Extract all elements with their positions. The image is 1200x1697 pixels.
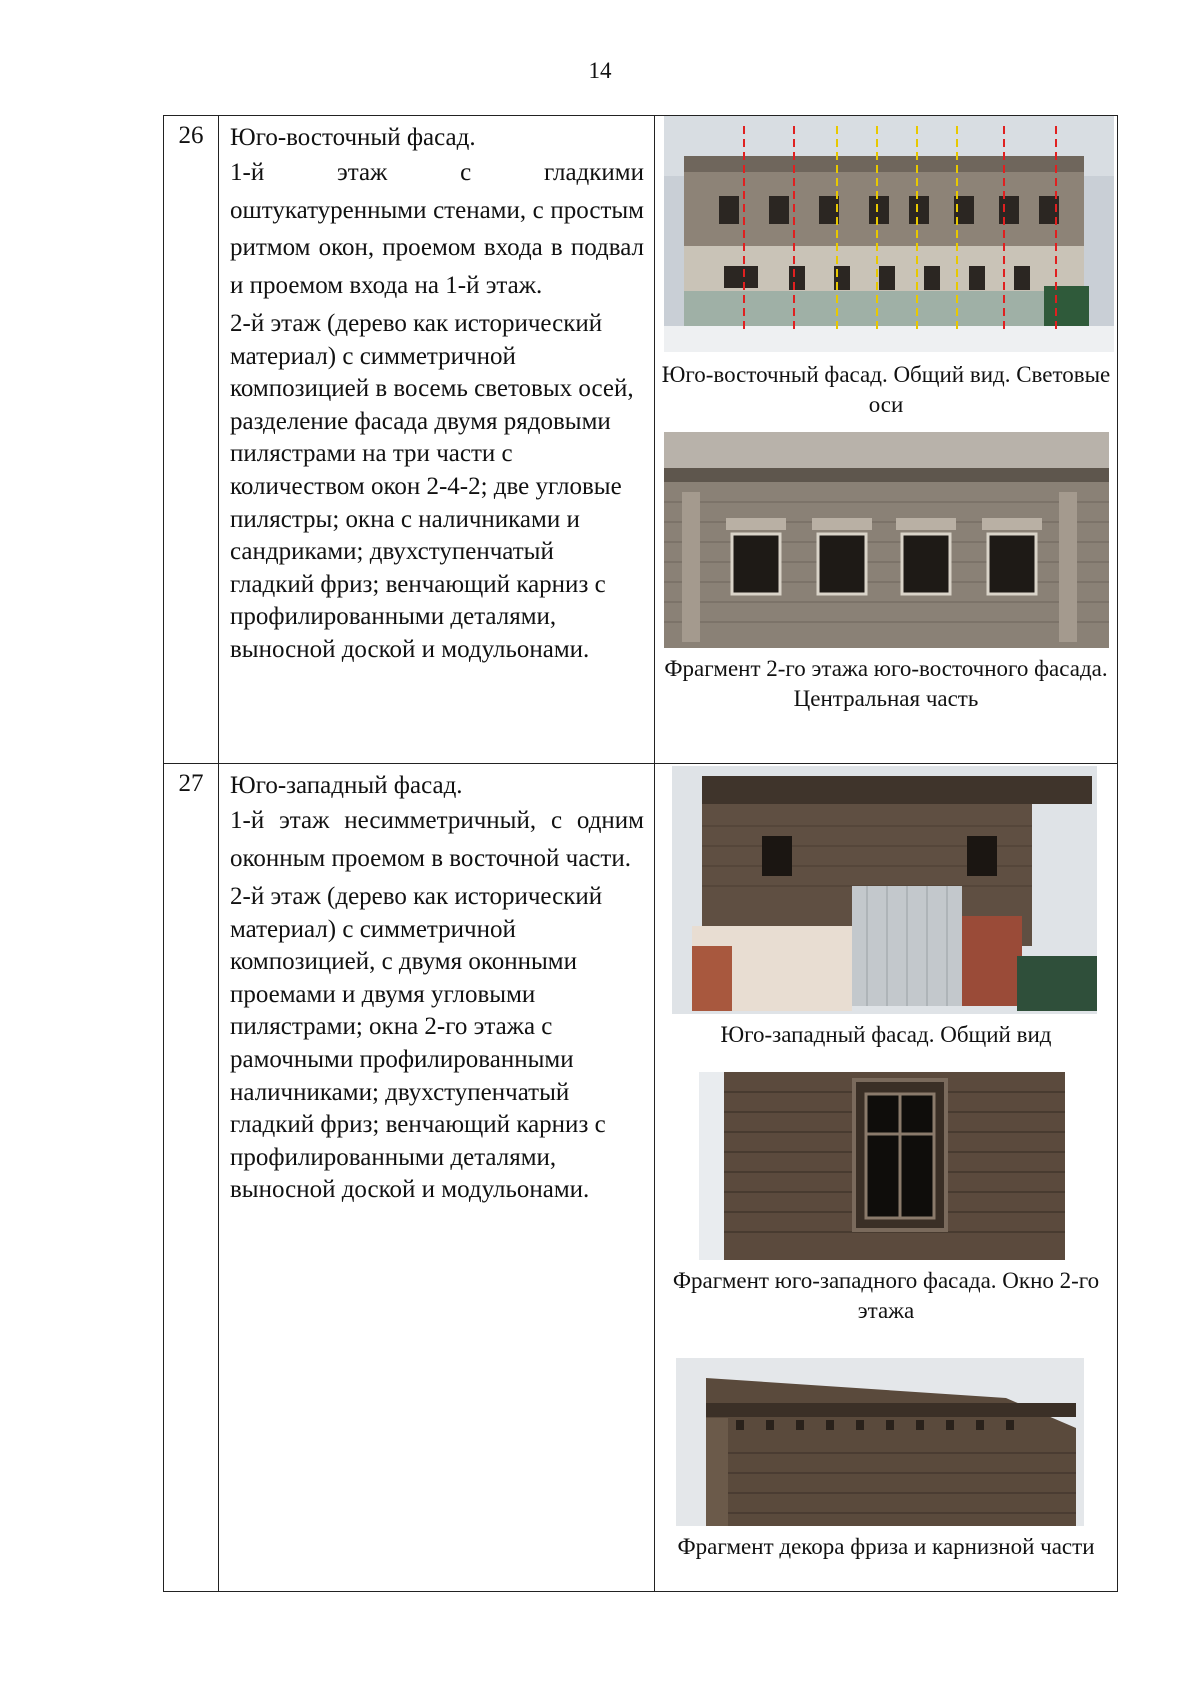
facade-fragment-photo — [664, 432, 1109, 648]
table-row — [164, 764, 1118, 1592]
second-floor-text: 2-й этаж (дерево как исторический материал) с симметричной композицией в восемь световых осей, разделение фасада двумя рядовыми пилястрами на три части с количеством окон 2-4-2; две угловые пилястры; окна с наличниками и сандриками; двухступенчатый гладкий фриз; венчающий карниз с профилированными деталями, выносной доской и модульонами. — [230, 310, 634, 663]
first-floor-text: 1-й этаж несимметричный, с одним оконным проемом в восточной части. — [230, 807, 644, 872]
second-floor-text: 2-й этаж (дерево как исторический материал) с симметричной композицией, с двумя оконными проемами и двумя угловыми пилястрами; окна 2-го этажа с рамочными профилированными наличниками; двухступенчатый гладкий фриз; венчающий карниз с профилированными деталями, выносной доской и модульонами. — [230, 883, 606, 1204]
page-number: 14 — [588, 58, 612, 83]
window-photo — [699, 1072, 1065, 1260]
row-photos — [655, 116, 1118, 764]
row-description — [219, 116, 655, 764]
photo-caption: Юго-восточный фасад. Общий вид. Световые оси — [661, 362, 1111, 417]
photo-caption: Фрагмент юго-западного фасада. Окно 2-го этажа — [672, 1268, 1100, 1323]
photo-caption: Фрагмент декора фриза и карнизной части — [677, 1534, 1095, 1559]
row-description — [219, 764, 655, 1592]
first-floor-text: 1-й этаж с гладкими оштукатуренными стенами, с простым ритмом окон, проемом входа в подвал и проемом входа на 1-й этаж. — [230, 159, 644, 299]
row-number: 27 — [164, 764, 219, 1592]
table-row — [164, 116, 1118, 764]
photo-block — [655, 432, 1117, 714]
facade-photo — [664, 116, 1114, 352]
photo-block — [655, 116, 1117, 420]
frieze-photo — [676, 1358, 1084, 1526]
facade-title: Юго-западный фасад. — [230, 772, 463, 799]
row-number: 26 — [164, 116, 219, 764]
photo-caption: Фрагмент 2-го этажа юго-восточного фасада. Центральная часть — [664, 656, 1108, 711]
photo-caption: Юго-западный фасад. Общий вид — [720, 1022, 1052, 1047]
row-photos — [655, 764, 1118, 1592]
photo-block — [655, 766, 1117, 1050]
photo-block — [655, 1072, 1117, 1326]
facade-photo — [672, 766, 1097, 1014]
facade-title: Юго-восточный фасад. — [230, 124, 476, 151]
facade-table — [163, 115, 1118, 1592]
photo-block — [655, 1358, 1117, 1562]
